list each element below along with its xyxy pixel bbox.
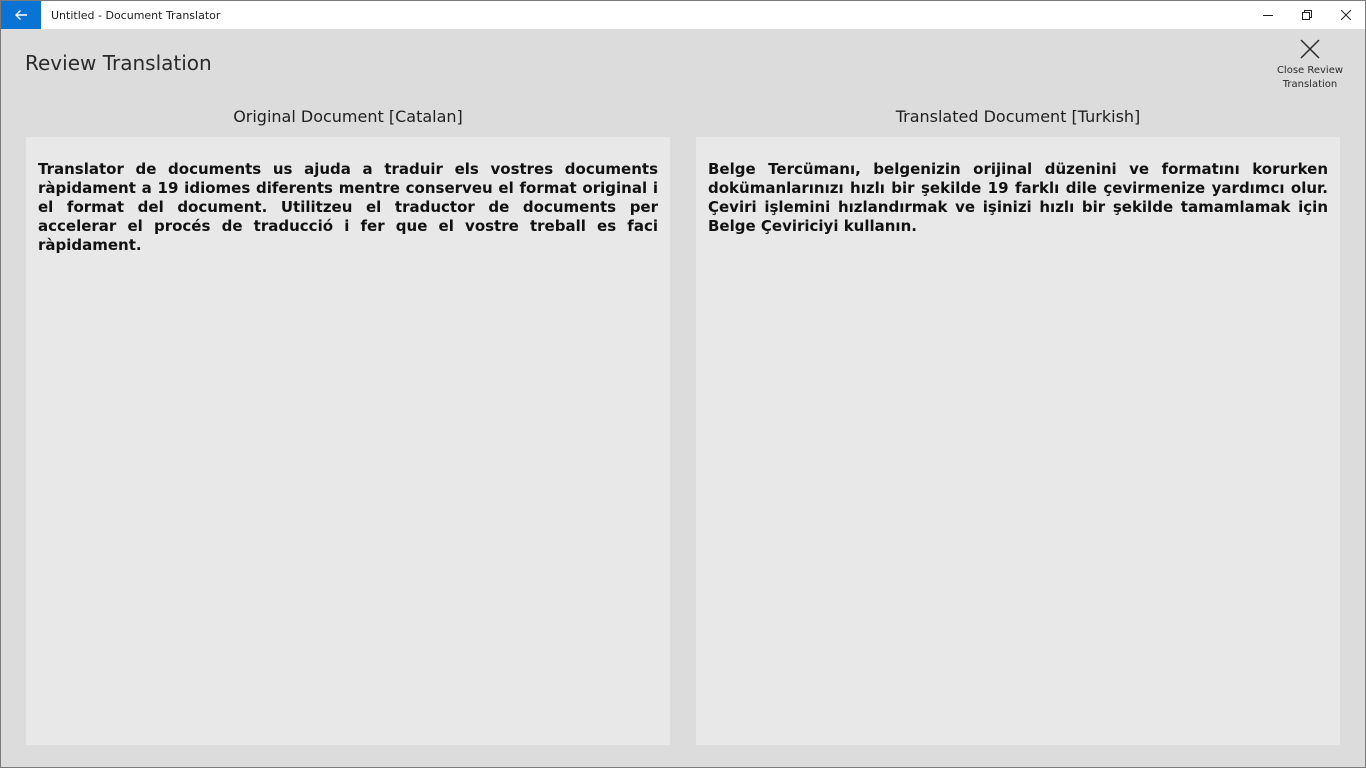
arrow-left-icon	[14, 9, 28, 21]
close-icon	[1341, 10, 1351, 20]
window-title: Untitled - Document Translator	[51, 8, 221, 22]
restore-button[interactable]	[1287, 1, 1326, 29]
translated-document-heading: Translated Document [Turkish]	[895, 107, 1141, 126]
page-title: Review Translation	[25, 51, 212, 75]
restore-icon	[1302, 10, 1312, 20]
translated-document-panel[interactable]	[696, 137, 1340, 745]
close-icon	[1300, 39, 1320, 59]
close-review-label: Close Review Translation	[1276, 65, 1344, 90]
minimize-button[interactable]	[1248, 1, 1287, 29]
close-review-translation-button[interactable]	[1269, 39, 1351, 97]
window-controls	[1248, 1, 1365, 29]
original-document-heading: Original Document [Catalan]	[233, 107, 463, 126]
close-window-button[interactable]	[1326, 1, 1365, 29]
minimize-icon	[1263, 10, 1273, 20]
title-bar	[1, 1, 1365, 29]
translated-document-text: Belge Tercümanı, belgenizin orijinal düzenini ve formatını korurken dokümanlarınızı hızlı bir şekilde 19 farklı dile çevirmenize yardımcı olur. Çeviri işlemini hızlandırmak ve işinizi hızlı bir şekilde tamamlamak için Belge Çeviriciyi kullanın.	[708, 160, 1328, 235]
original-document-text: Translator de documents us ajuda a traduir els vostres documents ràpidament a 19 idiomes diferents mentre conserveu el format original i el format del document. Utilitzeu el traductor de documents per accelerar el procés de traducció i fer que el vostre treball es faci ràpidament.	[38, 160, 658, 254]
original-document-panel[interactable]	[26, 137, 670, 745]
back-button[interactable]	[1, 1, 41, 29]
